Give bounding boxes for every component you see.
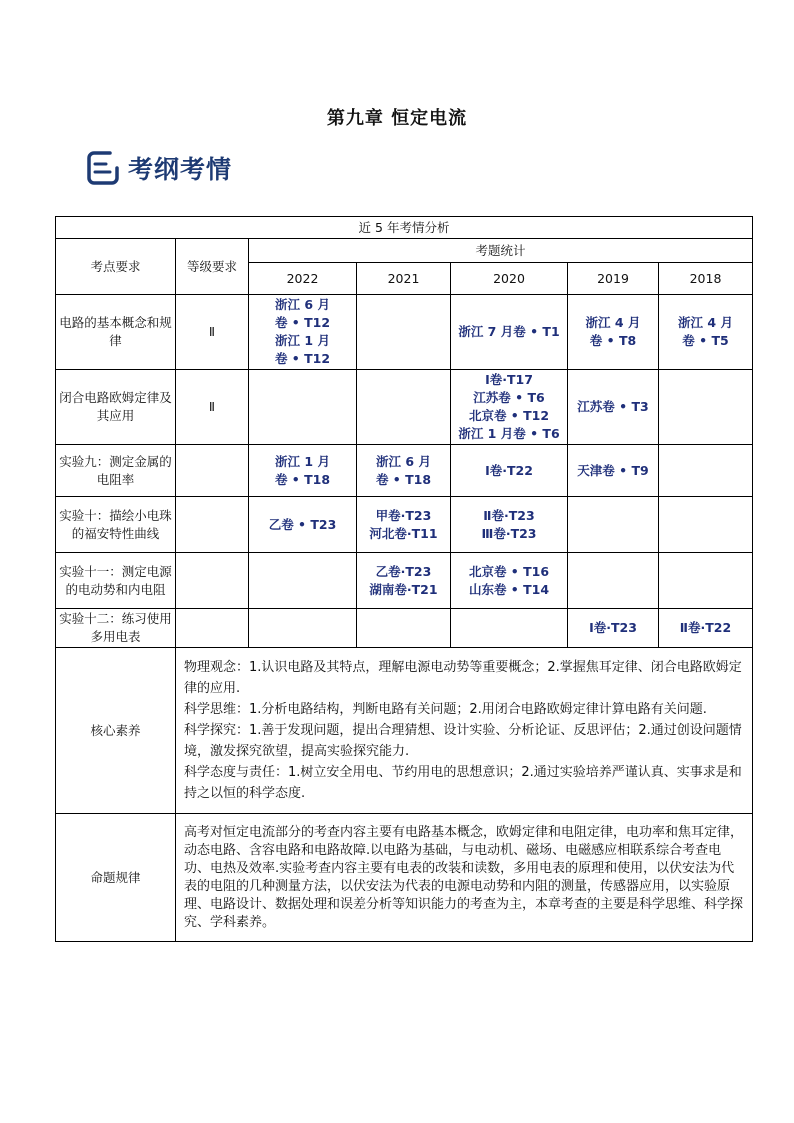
- core-para: 科学探究：1.善于发现问题，提出合理猜想、设计实验、分析论证、反思评估；2.通过创设问题情境，激发探究欲望，提高实验探究能力.: [184, 723, 742, 759]
- core-content: [176, 648, 753, 814]
- table-caption: 近 5 年考情分析: [56, 217, 753, 239]
- exam-cell: [659, 553, 753, 609]
- rule-row: [56, 814, 753, 942]
- year-header: 2022: [249, 263, 357, 295]
- topic-cell: 实验十：描绘小电珠的福安特性曲线: [56, 497, 176, 553]
- exam-cell: Ⅰ卷·T22: [451, 445, 568, 497]
- exam-cell: [357, 295, 451, 370]
- rule-label: 命题规律: [56, 814, 176, 942]
- year-header: 2018: [659, 263, 753, 295]
- core-para: 科学态度与责任：1.树立安全用电、节约用电的思想意识；2.通过实验培养严谨认真、实事求是和持之以恒的科学态度.: [184, 765, 742, 801]
- section-heading: [86, 148, 232, 188]
- year-header: 2019: [568, 263, 659, 295]
- exam-cell: Ⅱ卷·T22: [659, 609, 753, 648]
- exam-cell: 浙江 4 月 卷 • T5: [659, 295, 753, 370]
- exam-cell: 江苏卷 • T3: [568, 370, 659, 445]
- exam-cell: [568, 553, 659, 609]
- exam-analysis-table: [55, 216, 753, 942]
- core-para: 科学思维：1.分析电路结构，判断电路有关问题；2.用闭合电路欧姆定律计算电路有关问题.: [184, 702, 707, 717]
- exam-cell: [249, 553, 357, 609]
- table-row: [56, 497, 753, 553]
- core-label: 核心素养: [56, 648, 176, 814]
- exam-cell: 北京卷 • T16 山东卷 • T14: [451, 553, 568, 609]
- level-cell: [176, 497, 249, 553]
- exam-cell: [659, 497, 753, 553]
- exam-cell: 天津卷 • T9: [568, 445, 659, 497]
- table-row: [56, 445, 753, 497]
- table-row: [56, 553, 753, 609]
- section-title: 考纲考情: [128, 155, 233, 184]
- exam-cell: 浙江 7 月卷 • T1: [451, 295, 568, 370]
- exam-cell: 乙卷·T23 湖南卷·T21: [357, 553, 451, 609]
- year-header: 2020: [451, 263, 568, 295]
- topic-cell: 闭合电路欧姆定律及其应用: [56, 370, 176, 445]
- page-title: 第九章 恒定电流: [326, 108, 468, 129]
- header-stats: 考题统计: [249, 239, 753, 263]
- level-cell: [176, 609, 249, 648]
- exam-cell: [357, 609, 451, 648]
- level-cell: Ⅱ: [176, 295, 249, 370]
- exam-cell: 乙卷 • T23: [249, 497, 357, 553]
- table-row: [56, 370, 753, 445]
- table-row: [56, 609, 753, 648]
- topic-cell: 电路的基本概念和规律: [56, 295, 176, 370]
- exam-cell: 浙江 4 月 卷 • T8: [568, 295, 659, 370]
- core-row: [56, 648, 753, 814]
- topic-cell: 实验十二：练习使用多用电表: [56, 609, 176, 648]
- topic-cell: 实验九：测定金属的电阻率: [56, 445, 176, 497]
- exam-cell: [357, 370, 451, 445]
- table-row: [56, 295, 753, 370]
- exam-cell: [451, 609, 568, 648]
- level-cell: [176, 553, 249, 609]
- exam-cell: [249, 370, 357, 445]
- exam-cell: 浙江 6 月 卷 • T18: [357, 445, 451, 497]
- document-icon: [86, 150, 122, 186]
- exam-cell: Ⅰ卷·T23: [568, 609, 659, 648]
- core-para: 物理观念：1.认识电路及其特点，理解电源电动势等重要概念；2.掌握焦耳定律、闭合电路欧姆定律的应用.: [184, 660, 742, 696]
- exam-cell: Ⅰ卷·T17 江苏卷 • T6 北京卷 • T12 浙江 1 月卷 • T6: [451, 370, 568, 445]
- exam-cell: [659, 370, 753, 445]
- exam-cell: [659, 445, 753, 497]
- level-cell: Ⅱ: [176, 370, 249, 445]
- header-point: 考点要求: [56, 239, 176, 295]
- exam-cell: 浙江 1 月 卷 • T18: [249, 445, 357, 497]
- year-header: 2021: [357, 263, 451, 295]
- level-cell: [176, 445, 249, 497]
- header-level: 等级要求: [176, 239, 249, 295]
- exam-cell: Ⅱ卷·T23 Ⅲ卷·T23: [451, 497, 568, 553]
- rule-text: 高考对恒定电流部分的考查内容主要有电路基本概念，欧姆定律和电阻定律，电功率和焦耳定律，动态电路、含容电路和电路故障.以电路为基础，与电动机、磁场、电磁感应相联系综合考查电功、电热及效率.实验考查内容主要有电表的改装和读数，多用电表的原理和使用，以伏安法为代表的电阻的几种测量方法，以伏安法为代表的电源电动势和内阻的测量，传感器应用，以实验原理、电路设计、数据处理和误差分析等知识能力的考查为主，本章考查的主要是科学思维、科学探究、学科素养。: [176, 814, 753, 942]
- exam-cell: [568, 497, 659, 553]
- exam-cell: 浙江 6 月 卷 • T12 浙江 1 月 卷 • T12: [249, 295, 357, 370]
- topic-cell: 实验十一：测定电源的电动势和内电阻: [56, 553, 176, 609]
- exam-cell: [249, 609, 357, 648]
- exam-cell: 甲卷·T23 河北卷·T11: [357, 497, 451, 553]
